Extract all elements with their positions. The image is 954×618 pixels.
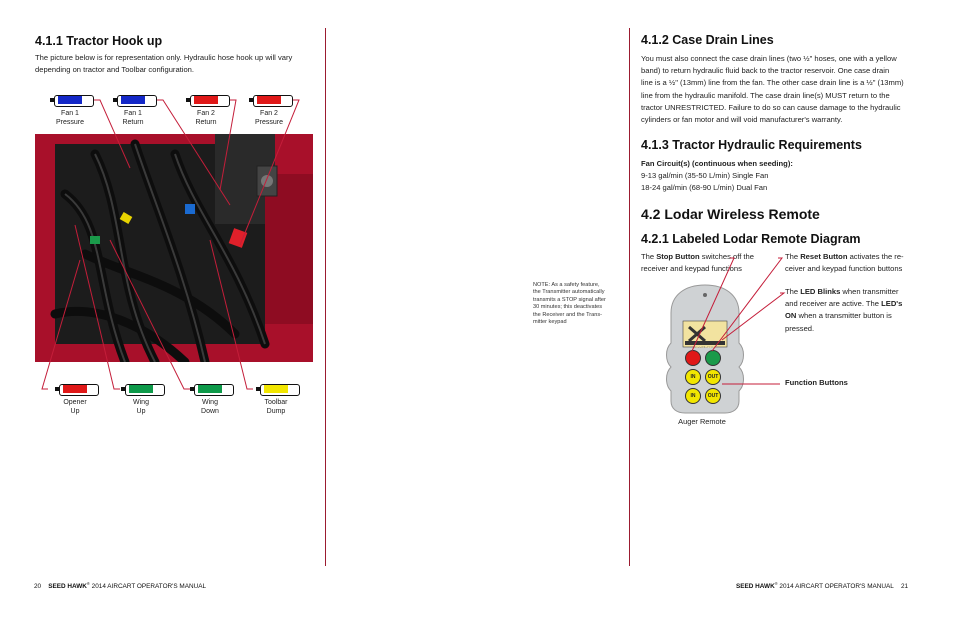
function-buttons-label: Function Buttons	[785, 378, 848, 387]
color-band	[264, 385, 288, 393]
auger-remote-caption: Auger Remote	[678, 417, 726, 426]
stop-button-description: The Stop Button switches off the receiver and keypad functions	[641, 252, 754, 274]
footer-title: 2014 AIRCART OPERATOR'S MANUAL	[89, 583, 207, 591]
out-button[interactable]: OUT	[705, 388, 721, 404]
section-heading-wireless-remote: 4.2 Lodar Wireless Remote	[641, 206, 820, 222]
page-number: 20	[34, 583, 42, 591]
fitting-opener-up	[55, 382, 99, 396]
page-divider-left	[325, 28, 326, 566]
fitting-label: Fan 2 Pressure	[254, 110, 283, 126]
fitting-label: Wing Up	[133, 399, 149, 415]
footer-left	[34, 581, 206, 590]
out-button[interactable]: OUT	[705, 369, 721, 385]
page-divider-right	[629, 28, 630, 566]
color-band	[63, 385, 87, 393]
footer-title: 2014 AIRCART OPERATOR'S MANUAL	[777, 583, 894, 591]
registered-mark: ®	[86, 581, 90, 586]
fitting-wing-down	[190, 382, 234, 396]
fan-single-spec: 9-13 gal/min (35-50 L/min) Single Fan	[641, 171, 769, 181]
fitting-label: Opener Up	[63, 399, 87, 415]
case-drain-paragraph: You must also connect the case drain lines (two ½" hoses, one with a yellow band) to return hydraulic fluid back to the tractor reservoir. One case drain line is a ½" (13mm) line from the fan. The other case drain line is a ½" (13mm) line from the hydraulic manifold. The case drain line(s) MUST return to the tractor UNRESTRICTED. Failure to do so can cause damage to the hydraulic cylinders or fan motor and will void manufacturer's warranty.	[641, 54, 904, 125]
fitting-wing-up	[121, 382, 165, 396]
footer-brand: SEED HAWK	[736, 583, 775, 591]
fan-circuits-label: Fan Circuit(s) (continuous when seeding):	[641, 159, 793, 168]
safety-note: NOTE: As a safety feature, the Transmitter automatically transmits a STOP signal after 30 minutes; this deactivates the Receiver and the Trans- mitter keypad	[533, 282, 606, 326]
fan-requirements	[641, 158, 931, 195]
fitting-label: Fan 2 Return	[195, 110, 217, 126]
section-heading-hydraulic-requirements: 4.1.3 Tractor Hydraulic Requirements	[641, 138, 862, 152]
footer-brand: SEED HAWK	[48, 583, 87, 591]
fitting-label: Fan 1 Pressure	[55, 110, 84, 126]
registered-mark: ®	[774, 581, 778, 586]
fitting-toolbar-dump	[256, 382, 300, 396]
led-description: The LED Blinks when transmitter and receiver are active. The LED's ON when a transmitter button is pressed.	[785, 287, 903, 333]
fitting-label: Fan 1 Return	[122, 110, 144, 126]
fan-dual-spec: 18-24 gal/min (68-90 L/min) Dual Fan	[641, 183, 768, 193]
reset-button-description: The Reset Button activates the re- ceiver and keypad function buttons	[785, 252, 904, 274]
fitting-label: Toolbar Dump	[264, 399, 288, 415]
remote-leader-lines	[660, 250, 800, 400]
in-button[interactable]: IN	[685, 369, 701, 385]
page-number: 21	[900, 583, 909, 591]
in-button[interactable]: IN	[685, 388, 701, 404]
section-heading-tractor-hookup: 4.1.1 Tractor Hook up	[35, 34, 163, 48]
leader-lines	[0, 0, 330, 420]
color-band	[129, 385, 153, 393]
intro-line: depending on tractor and Toolbar configuration.	[35, 65, 195, 75]
fitting-label: Wing Down	[201, 399, 219, 415]
color-band	[198, 385, 222, 393]
intro-line: The picture below is for representation only. Hydraulic hose hook up will vary	[35, 53, 293, 62]
section-heading-case-drain: 4.1.2 Case Drain Lines	[641, 33, 774, 47]
section-heading-remote-diagram: 4.2.1 Labeled Lodar Remote Diagram	[641, 232, 861, 246]
footer-right	[736, 581, 908, 590]
remote-brand-label: SEED HAWK	[694, 345, 716, 349]
